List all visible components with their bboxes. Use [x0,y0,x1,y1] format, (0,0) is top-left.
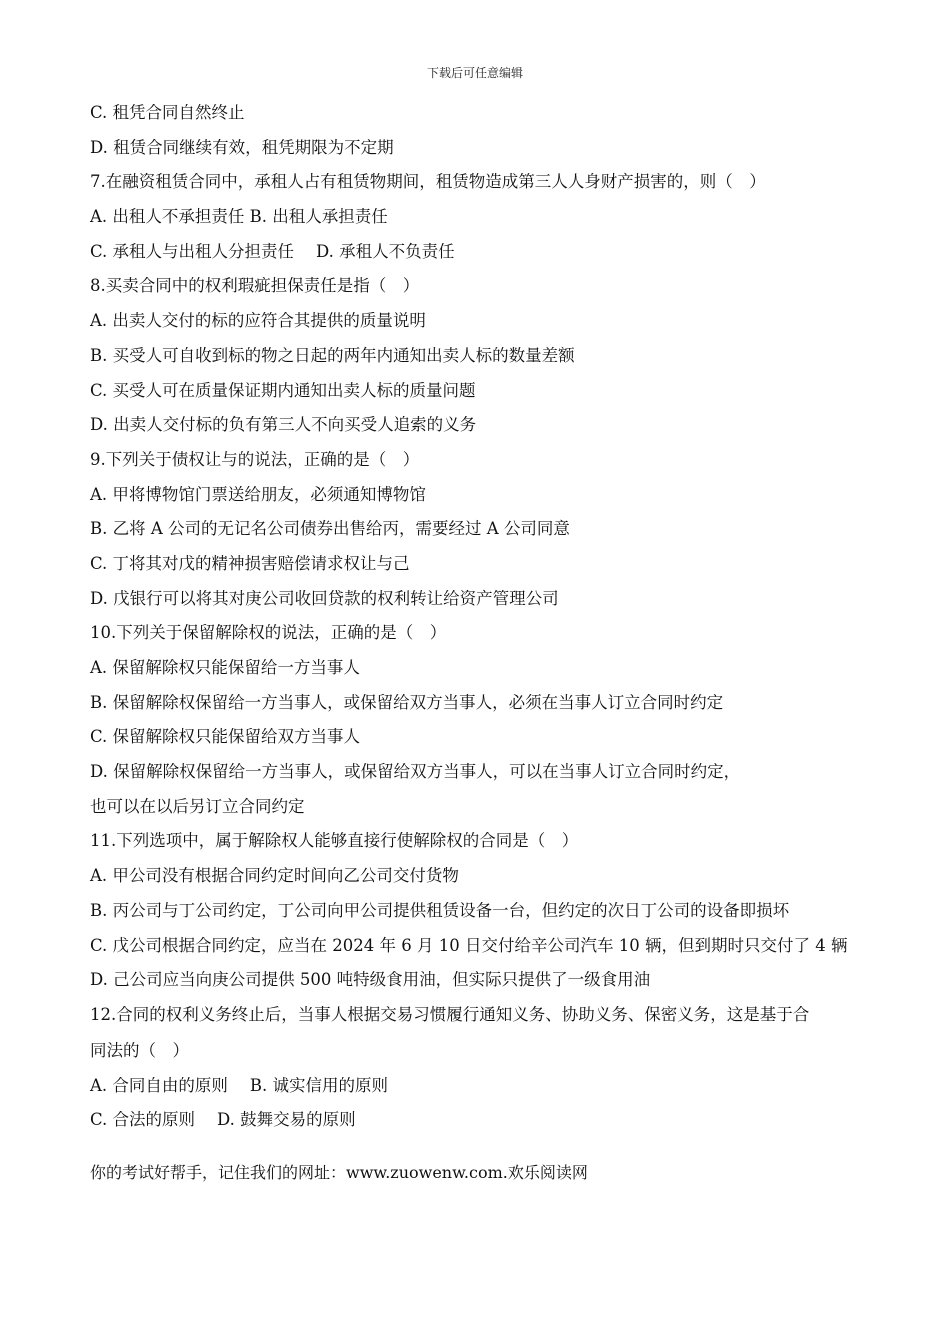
options-cd-q7 [90,235,865,270]
question-8: 8.买卖合同中的权利瑕疵担保责任是指（ ） [90,276,420,296]
option-c-q7: C. 承租人与出租人分担责任 [90,241,295,261]
option-d-q12: D. 鼓舞交易的原则 [217,1110,356,1130]
option-c-q11: C. 戊公司根据合同约定，应当在 2024 年 6 月 10 日交付给辛公司汽车 10 辆，但到期时只交付了 4 辆 [90,935,848,955]
option-b-q12: B. 诚实信用的原则 [249,1075,389,1095]
option-a-q12: A. 合同自由的原则 [90,1075,228,1095]
page-footer: 你的考试好帮手，记住我们的网址：www.zuowenw.com.欢乐阅读网 [90,1163,588,1182]
option-d-q8: D. 出卖人交付标的负有第三人不向买受人追索的义务 [90,415,477,435]
question-11: 11.下列选项中，属于解除权人能够直接行使解除权的合同是（ ） [90,831,579,851]
document-body [90,96,865,1138]
option-c-q6: C. 租凭合同自然终止 [90,103,245,122]
question-7: 7.在融资租赁合同中，承租人占有租赁物期间，租赁物造成第三人人身财产损害的，则（ ） [90,172,766,192]
option-d-q6: D. 租赁合同继续有效，租凭期限为不定期 [90,137,394,157]
option-a-q11: A. 甲公司没有根据合同约定时间向乙公司交付货物 [90,866,459,886]
options-cd-q12 [90,1103,865,1138]
option-b-q8: B. 买受人可自收到标的物之日起的两年内通知出卖人标的数量差额 [90,345,575,365]
option-c-q10: C. 保留解除权只能保留给双方当事人 [90,727,361,747]
question-10: 10.下列关于保留解除权的说法，正确的是（ ） [90,623,447,643]
option-d-q10: D. 保留解除权保留给一方当事人，或保留给双方当事人，可以在当事人订立合同时约定， [90,762,741,782]
option-d-q11: D. 己公司应当向庚公司提供 500 吨特级食用油，但实际只提供了一级食用油 [90,970,651,990]
question-12: 12.合同的权利义务终止后，当事人根据交易习惯履行通知义务、协助义务、保密义务，这是基于合 [90,1004,810,1024]
option-b-q11: B. 丙公司与丁公司约定，丁公司向甲公司提供租赁设备一台，但约定的次日丁公司的设备即损坏 [90,900,790,920]
option-b-q10: B. 保留解除权保留给一方当事人，或保留给双方当事人，必须在当事人订立合同时约定 [90,692,724,712]
option-c-q12: C. 合法的原则 [90,1110,196,1130]
option-c-q9: C. 丁将其对戊的精神损害赔偿请求权让与己 [90,553,410,573]
page-header: 下载后可任意编辑 [426,66,523,80]
option-a-q8: A. 出卖人交付的标的应符合其提供的质量说明 [90,311,426,331]
option-d-q7: D. 承租人不负责任 [316,241,455,261]
options-ab-q12 [90,1069,865,1104]
option-d-q10-continued: 也可以在以后另订立合同约定 [90,796,305,816]
option-a-q9: A. 甲将博物馆门票送给朋友，必须通知博物馆 [90,484,426,504]
question-9: 9.下列关于债权让与的说法，正确的是（ ） [90,449,420,469]
option-a-q10: A. 保留解除权只能保留给一方当事人 [90,658,360,677]
question-12-continued: 同法的（ ） [90,1040,189,1060]
option-d-q9: D. 戊银行可以将其对庚公司收回贷款的权利转让给资产管理公司 [90,588,559,608]
option-c-q8: C. 买受人可在质量保证期内通知出卖人标的质量问题 [90,380,476,400]
options-ab-q7: A. 出租人不承担责任 B. 出租人承担责任 [90,207,388,227]
option-b-q9: B. 乙将 A 公司的无记名公司债券出售给丙，需要经过 A 公司同意 [90,519,570,539]
